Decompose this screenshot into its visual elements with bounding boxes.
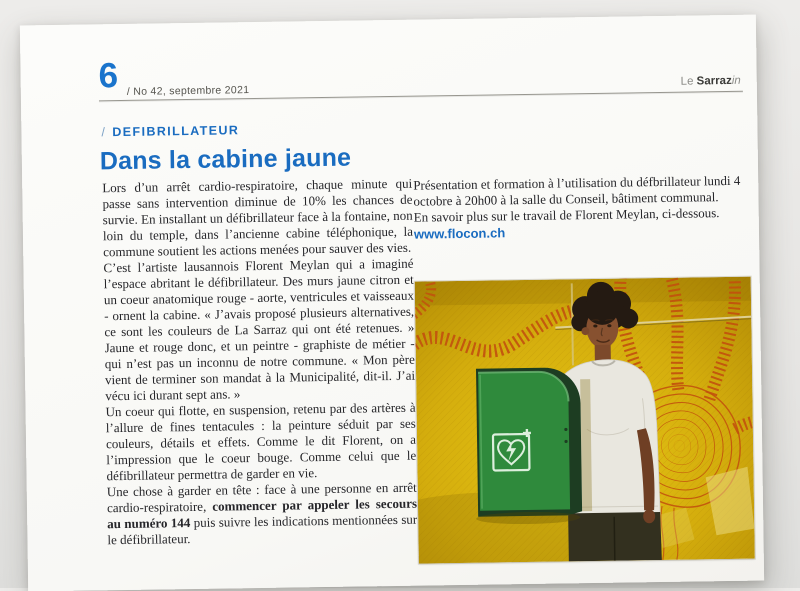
- right-column: [413, 173, 750, 243]
- paragraph: Présentation et formation à l’utilisation du défbrillateur lundi 4 octobre à 20h00 à la salle du Conseil, bâtiment communal.: [413, 172, 741, 209]
- person-neck: [595, 345, 611, 361]
- masthead-suffix: in: [731, 74, 741, 87]
- left-column: [102, 176, 417, 549]
- masthead: [681, 75, 741, 88]
- website-link-text: www.flocon.ch: [413, 225, 506, 242]
- kicker-label: DEFIBRILLATEUR: [112, 123, 240, 140]
- masthead-name: Sarraz: [696, 74, 732, 88]
- paragraph: [107, 480, 418, 549]
- issue-info: / No 42, septembre 2021: [126, 84, 250, 98]
- paragraph: Un coeur qui flotte, en suspension, retenu par des artères à l’allure de fines tentacules : la peinture séduit par ses couleurs, détails et effets. Comme le dit Florent, on a l’impression que le coeur bouge. Comme celui que le défibrillateur permettra de garder en vie.: [105, 399, 417, 484]
- article-kicker: [101, 123, 239, 139]
- paragraph-text: puis suivre les indications mentionnées sur le défibrillateur.: [107, 511, 418, 548]
- defibrillator-cabinet: [474, 367, 592, 525]
- masthead-prefix: Le: [680, 75, 697, 88]
- emergency-number-emphasis: commencer par appeler les secours au numéro 144: [107, 495, 418, 532]
- paragraph: C’est l’artiste lausannois Florent Meylan qui a imaginé l’espace abritant le défibrillateur. Des murs jaune citron et un coeur anatomique rouge - aorte, ventricules et vaisseaux - ornent la cabine. « J’avais proposé plusieurs alternatives, ce sont les couleurs de La Sarraz qui ont été retenues. » Jaune et rouge donc, et un peintre - graphiste de métier - qui n’est pas un inconnu de notre commune. « Mon père vient de terminer son mandat à la Municipalité, dit-il. J’ai vécu ici durant sept ans. »: [103, 255, 416, 404]
- paragraph: En savoir plus sur le travail de Florent Meylan, ci-dessous.: [413, 205, 720, 225]
- article-title: Dans la cabine jaune: [99, 143, 352, 176]
- magazine-page: [20, 15, 764, 591]
- paragraph: Lors d’un arrêt cardio-respiratoire, chaque minute qui passe sans intervention diminue de 10% les chances de survie. En installant un défibrillateur face à la fontaine, non loin du temple, dans l’ancienne cabine téléphonique, la commune soutient les actions menées pour sauver des vies.: [102, 175, 414, 260]
- cabinet-front: [478, 371, 570, 510]
- kicker-slash: /: [101, 125, 107, 140]
- article-photo: [415, 277, 755, 564]
- page-number: 6: [98, 56, 119, 96]
- paragraph-text: Une chose à garder en tête : face à une personne en arrêt cardio-respiratoire,: [106, 479, 417, 516]
